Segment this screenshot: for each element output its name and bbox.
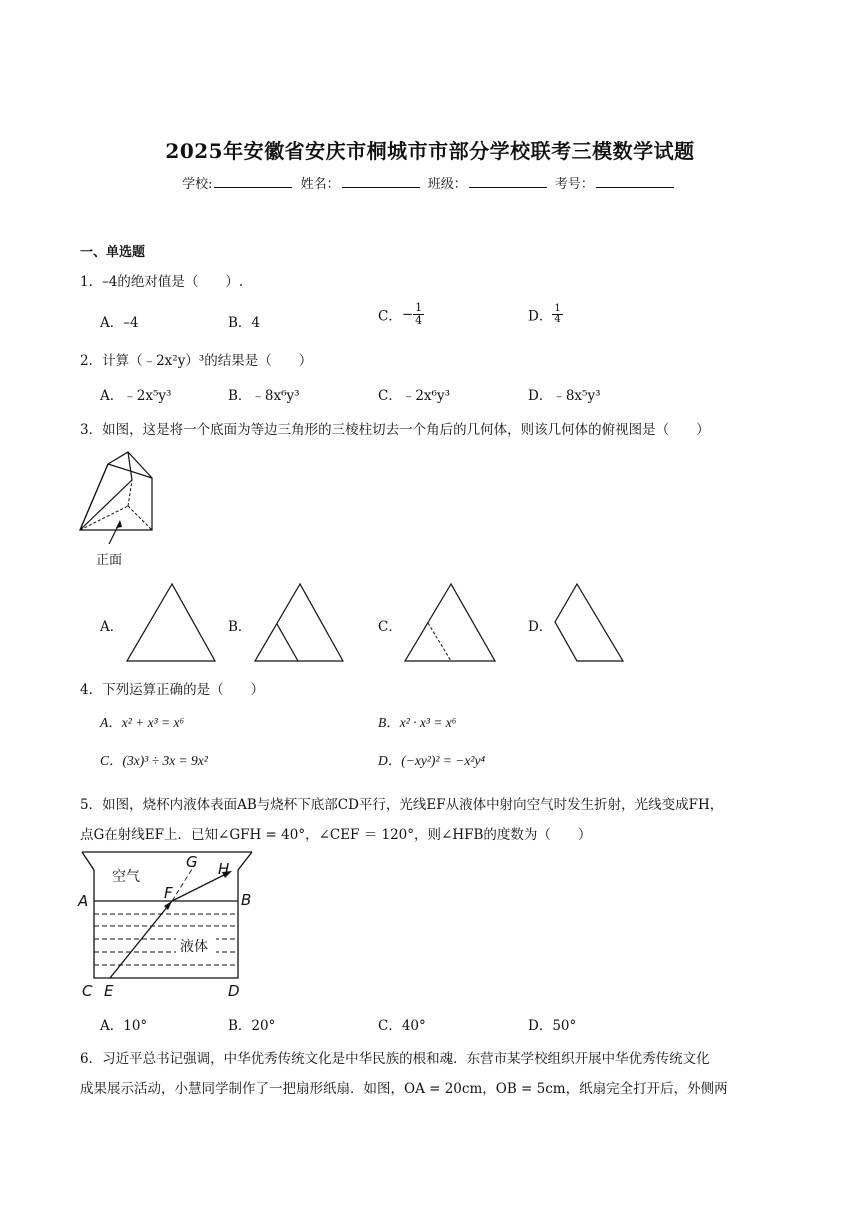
q3-option-a-label: A． — [100, 619, 124, 635]
q3-option-c-figure — [403, 582, 499, 664]
point-a-label: A — [78, 892, 89, 910]
q5-option-b: B．20° — [228, 1018, 276, 1034]
q5-line-2: 点G在射线EF上．已知∠GFH = 40°，∠CEF ＝ 120°，则∠HFB的度数为（ ） — [80, 827, 592, 843]
q1-option-d — [528, 304, 563, 325]
q2-stem: 2．计算（﹣2x²y）³的结果是（ ） — [80, 353, 313, 369]
q6-line-1: 6．习近平总书记强调，中华优秀传统文化是中华民族的根和魂．东营市某学校组织开展中华优秀传统文化 — [80, 1051, 710, 1067]
point-g-label: G — [186, 853, 198, 871]
q5-option-a: A．10° — [100, 1018, 148, 1034]
q1-c-denominator: 4 — [415, 314, 423, 327]
point-f-label: F — [164, 884, 173, 902]
q1-option-d-label: D． — [528, 308, 553, 325]
point-h-label: H — [218, 860, 230, 878]
exam-no-label: 考号： — [554, 177, 594, 192]
q5-beaker-figure — [76, 848, 260, 1004]
ray-ef — [110, 901, 172, 978]
q2-option-a: A．﹣2x⁵y³ — [100, 388, 172, 404]
liquid-label: 液体 — [180, 939, 208, 955]
q4-option-d: D．(−xy²)² = −x²y⁴ — [378, 753, 486, 768]
prism-slant-edge — [80, 480, 132, 530]
point-c-label: C — [82, 982, 93, 1000]
name-label: 姓名： — [300, 177, 340, 192]
q1-option-c-label: C． — [378, 308, 402, 325]
q1-option-c-fraction — [413, 302, 424, 327]
q1-option-c — [378, 302, 424, 327]
q3-option-b-figure — [253, 582, 347, 664]
q3-option-c-label: C． — [378, 619, 402, 635]
class-label: 班级： — [427, 177, 467, 192]
prism-hidden-edge-2 — [128, 506, 152, 530]
q1-c-numerator: 1 — [415, 301, 423, 314]
q2-option-d: D．﹣8x⁵y³ — [528, 388, 601, 404]
point-d-label: D — [228, 982, 240, 1000]
q1-d-denominator: 4 — [554, 314, 561, 325]
air-label: 空气 — [112, 869, 140, 885]
q2-option-b: B．﹣8x⁶y³ — [228, 388, 300, 404]
q4-option-c: C．(3x)³ ÷ 3x = 9x² — [100, 753, 208, 768]
prism-outline — [80, 452, 152, 530]
q5-line-1: 5．如图，烧杯内液体表面AB与烧杯下底部CD平行，光线EF从液体中射向空气时发生折射，光线变成FH， — [80, 797, 724, 813]
q5-option-c: C．40° — [378, 1018, 426, 1034]
q4-option-b: B．x² · x³ = x⁶ — [378, 715, 457, 730]
q6-line-2: 成果展示活动，小慧同学制作了一把扇形纸扇．如图，OA = 20cm，OB = 5cm，纸扇完全打开后，外侧两 — [80, 1081, 728, 1097]
front-label: 正面 — [96, 553, 123, 568]
q1-option-b: B．4 — [228, 315, 261, 331]
exam-no-blank — [596, 175, 674, 188]
q3-option-a-figure — [125, 582, 219, 664]
point-e-label: E — [104, 982, 114, 1000]
q4-option-a: A．x² + x³ = x⁶ — [100, 715, 185, 730]
student-info — [0, 173, 860, 192]
q1-option-a: A．–4 — [100, 315, 139, 331]
q1-option-c-sign: − — [401, 306, 414, 323]
prism-left-edge — [80, 464, 108, 530]
point-b-label: B — [241, 891, 252, 909]
q1-d-numerator: 1 — [554, 303, 561, 314]
q3-option-d-figure — [553, 582, 627, 664]
q3-option-d-label: D． — [528, 619, 553, 635]
q3-prism-figure — [76, 448, 160, 572]
q3-stem: 3．如图，这是将一个底面为等边三角形的三棱柱切去一个角后的几何体，则该几何体的俯视图是（ ） — [80, 422, 710, 438]
page-title: 2025年安徽省安庆市桐城市市部分学校联考三模数学试题 — [165, 139, 695, 163]
q3-option-b-label: B． — [228, 619, 252, 635]
q1-option-d-fraction — [552, 304, 562, 325]
q4-stem: 4．下列运算正确的是（ ） — [80, 682, 265, 698]
school-blank — [214, 175, 292, 188]
school-label: 学校: — [182, 177, 213, 192]
class-blank — [469, 175, 547, 188]
q5-option-d: D．50° — [528, 1018, 577, 1034]
q1-stem: 1．–4的绝对值是（ ）. — [80, 274, 244, 290]
front-arrow-head — [116, 520, 122, 528]
name-blank — [342, 175, 420, 188]
section-heading: 一、单选题 — [80, 245, 146, 260]
q2-option-c: C．﹣2x⁶y³ — [378, 388, 450, 404]
